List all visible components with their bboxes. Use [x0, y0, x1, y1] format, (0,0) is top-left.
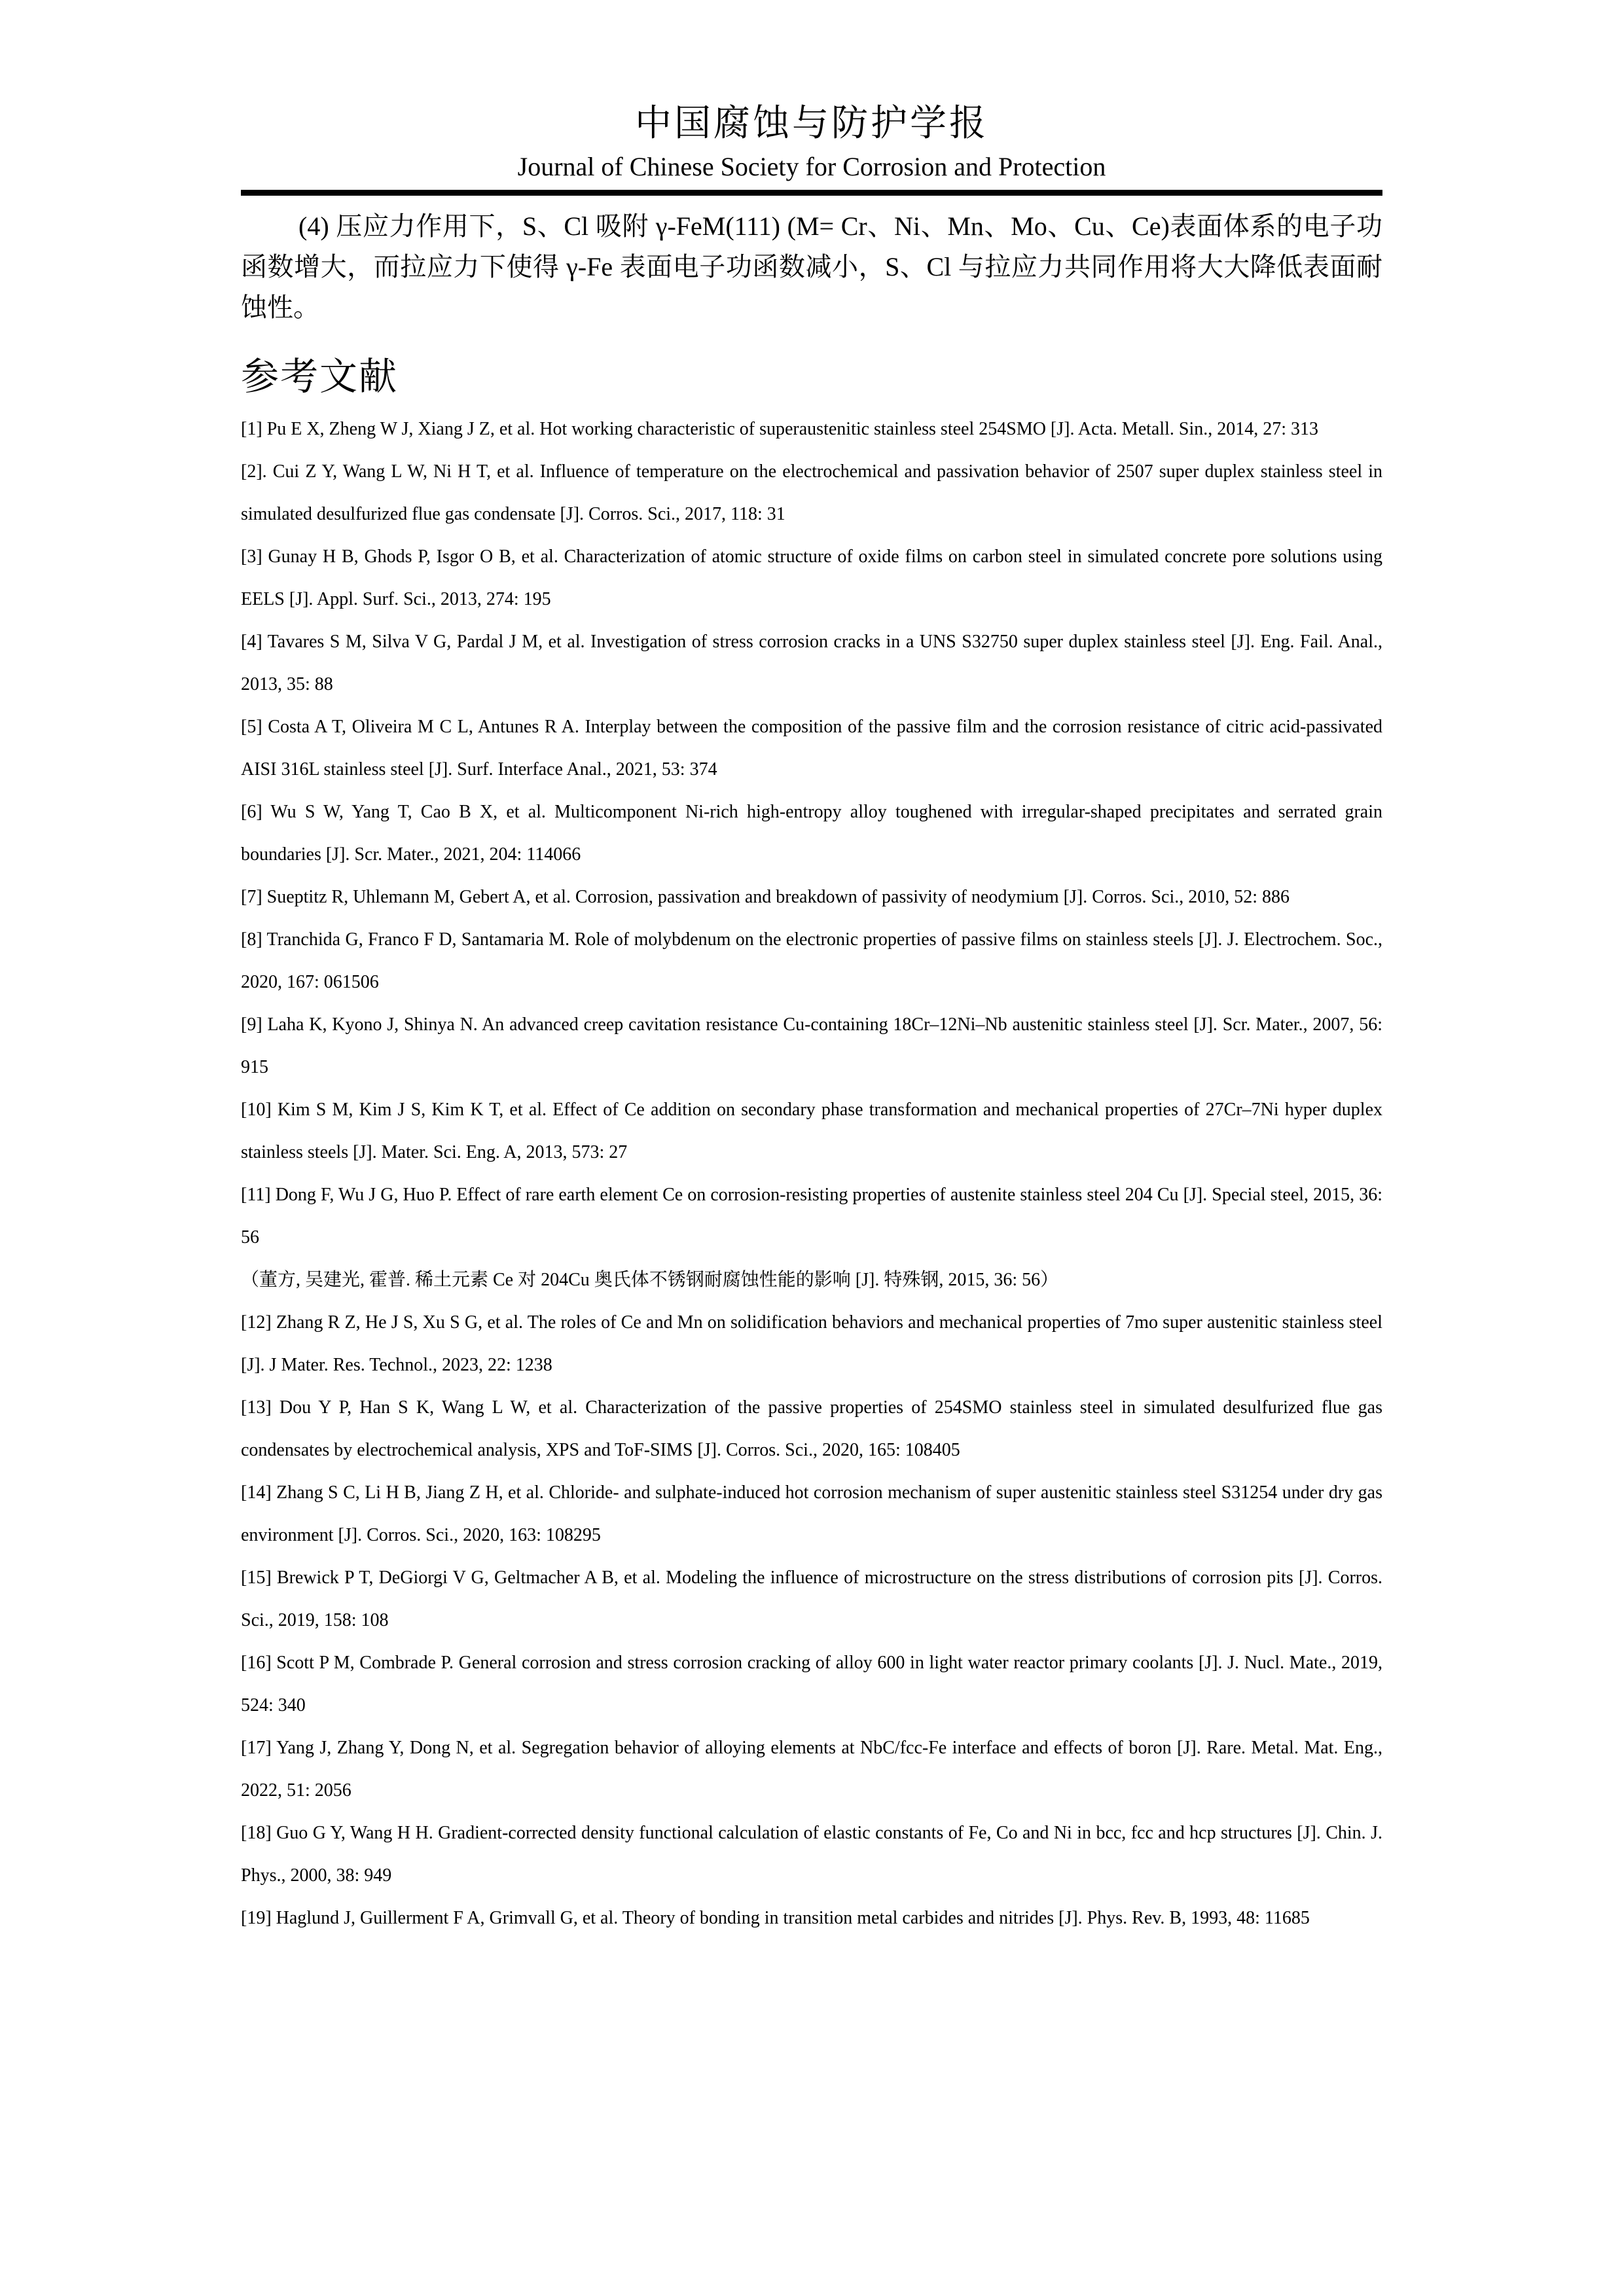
reference-item: [15] Brewick P T, DeGiorgi V G, Geltmacher A B, et al. Modeling the influence of microstructure on the stress distributions of corrosion pits [J]. Corros. Sci., 2019, 158: 108 — [241, 1568, 1382, 1630]
reference-item: [13] Dou Y P, Han S K, Wang L W, et al. Characterization of the passive properties of 254SMO stainless steel in simulated desulfurized flue gas condensates by electrochemical analysis, XPS and ToF-SIMS [J]. Corros. Sci., 2020, 165: 108405 — [241, 1397, 1382, 1460]
reference-item: [8] Tranchida G, Franco F D, Santamaria M. Role of molybdenum on the electronic properties of passive films on stainless steels [J]. J. Electrochem. Soc., 2020, 167: 061506 — [241, 929, 1382, 992]
reference-item: [14] Zhang S C, Li H B, Jiang Z H, et al. Chloride- and sulphate-induced hot corrosion mechanism of super austenitic stainless steel S31254 under dry gas environment [J]. Corros. Sci., 2020, 163: 108295 — [241, 1482, 1382, 1545]
reference-item: [18] Guo G Y, Wang H H. Gradient-corrected density functional calculation of elastic constants of Fe, Co and Ni in bcc, fcc and hcp structures [J]. Chin. J. Phys., 2000, 38: 949 — [241, 1823, 1382, 1886]
references-list — [241, 408, 1382, 1939]
reference-item: [9] Laha K, Kyono J, Shinya N. An advanced creep cavitation resistance Cu-containing 18Cr–12Ni–Nb austenitic stainless steel [J]. Scr. Mater., 2007, 56: 915 — [241, 1014, 1382, 1077]
reference-item: [11] Dong F, Wu J G, Huo P. Effect of rare earth element Ce on corrosion-resisting properties of austenite stainless steel 204 Cu [J]. Special steel, 2015, 36: 56 — [241, 1185, 1382, 1247]
reference-item: [1] Pu E X, Zheng W J, Xiang J Z, et al. Hot working characteristic of superaustenitic stainless steel 254SMO [J]. Acta. Metall. Sin., 2014, 27: 313 — [241, 419, 1319, 439]
reference-item: [17] Yang J, Zhang Y, Dong N, et al. Segregation behavior of alloying elements at NbC/fcc-Fe interface and effects of boron [J]. Rare. Metal. Mat. Eng., 2022, 51: 2056 — [241, 1738, 1382, 1801]
reference-item: [7] Sueptitz R, Uhlemann M, Gebert A, et al. Corrosion, passivation and breakdown of passivity of neodymium [J]. Corros. Sci., 2010, 52: 886 — [241, 887, 1290, 907]
reference-item: [4] Tavares S M, Silva V G, Pardal J M, et al. Investigation of stress corrosion cracks in a UNS S32750 super duplex stainless steel [J]. Eng. Fail. Anal., 2013, 35: 88 — [241, 632, 1382, 694]
reference-item: [5] Costa A T, Oliveira M C L, Antunes R A. Interplay between the composition of the passive film and the corrosion resistance of citric acid-passivated AISI 316L stainless steel [J]. Surf. Interface Anal., 2021, 53: 374 — [241, 717, 1382, 780]
reference-item: [10] Kim S M, Kim J S, Kim K T, et al. Effect of Ce addition on secondary phase transformation and mechanical properties of 27Cr–7Ni hyper duplex stainless steels [J]. Mater. Sci. Eng. A, 2013, 573: 27 — [241, 1100, 1382, 1162]
journal-header — [241, 103, 1382, 196]
journal-title-chinese: 中国腐蚀与防护学报 — [635, 103, 988, 144]
reference-note-chinese: （董方, 吴建光, 霍普. 稀土元素 Ce 对 204Cu 奥氏体不锈钢耐腐蚀性能的影响 [J]. 特殊钢, 2015, 36: 56） — [241, 1270, 1059, 1290]
journal-title-english: Journal of Chinese Society for Corrosion and Protection — [517, 152, 1106, 181]
reference-item: [2]. Cui Z Y, Wang L W, Ni H T, et al. Influence of temperature on the electrochemical and passivation behavior of 2507 super duplex stainless steel in simulated desulfurized flue gas condensate [J]. Corros. Sci., 2017, 118: 31 — [241, 461, 1382, 524]
conclusion-paragraph: (4) 压应力作用下，S、Cl 吸附 γ-FeM(111) (M= Cr、Ni、Mn、Mo、Cu、Ce)表面体系的电子功函数增大，而拉应力下使得 γ-Fe 表面电子功函数减小，S、Cl 与拉应力共同作用将大大降低表面耐蚀性。 — [241, 211, 1382, 322]
reference-item: [12] Zhang R Z, He J S, Xu S G, et al. The roles of Ce and Mn on solidification behaviors and mechanical properties of 7mo super austenitic stainless steel [J]. J Mater. Res. Technol., 2023, 22: 1238 — [241, 1312, 1382, 1375]
header-divider-rule — [241, 190, 1382, 196]
references-heading: 参考文献 — [241, 355, 399, 398]
reference-item: [3] Gunay H B, Ghods P, Isgor O B, et al. Characterization of atomic structure of oxide films on carbon steel in simulated concrete pore solutions using EELS [J]. Appl. Surf. Sci., 2013, 274: 195 — [241, 547, 1382, 609]
reference-item: [6] Wu S W, Yang T, Cao B X, et al. Multicomponent Ni-rich high-entropy alloy toughened with irregular-shaped precipitates and serrated grain boundaries [J]. Scr. Mater., 2021, 204: 114066 — [241, 802, 1382, 865]
reference-item: [16] Scott P M, Combrade P. General corrosion and stress corrosion cracking of alloy 600 in light water reactor primary coolants [J]. J. Nucl. Mate., 2019, 524: 340 — [241, 1653, 1382, 1715]
reference-item: [19] Haglund J, Guillerment F A, Grimvall G, et al. Theory of bonding in transition metal carbides and nitrides [J]. Phys. Rev. B, 1993, 48: 11685 — [241, 1908, 1310, 1928]
